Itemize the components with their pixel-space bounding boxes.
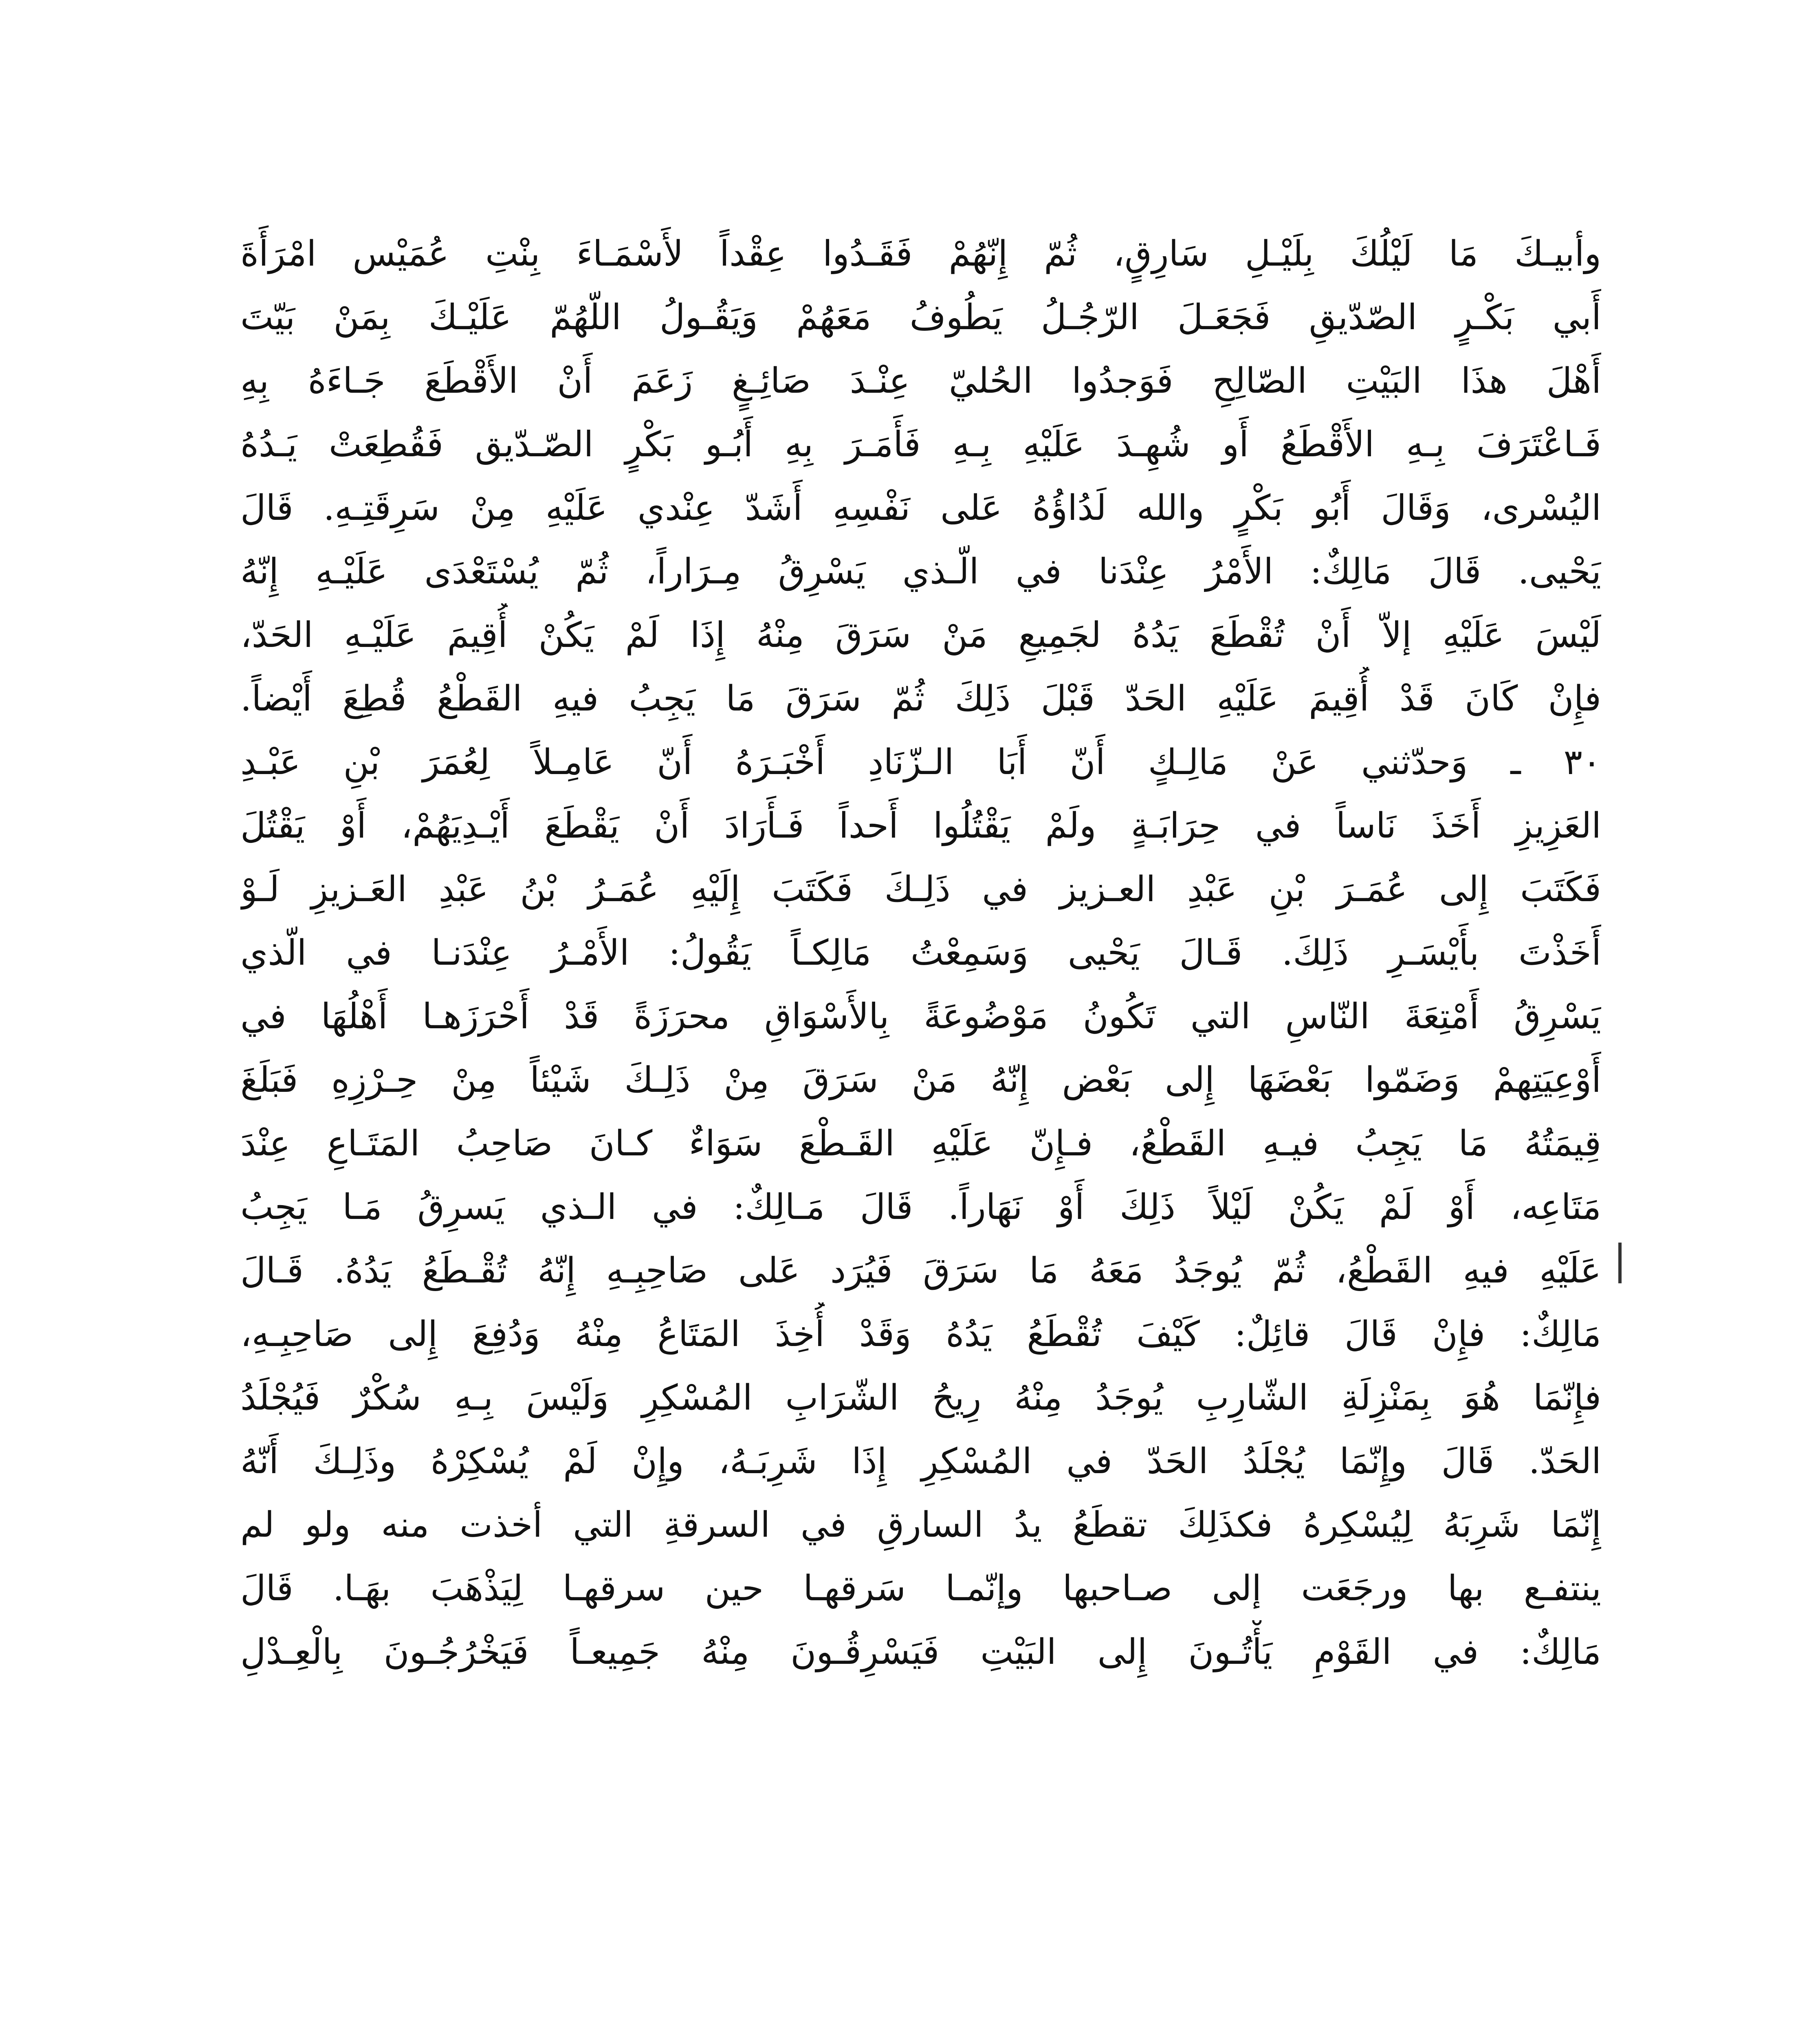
text-line: اليُسْرى، وَقَالَ أَبُو بَكْرٍ والله لَدُاؤُهُ عَلى نَفْسِهِ أَشَدّ عِنْدي عَلَيْهِ مِنْ سَرِقَتِـهِ. قَالَ xyxy=(240,488,1601,528)
text-line: مَتَاعِه، أَوْ لَمْ يَكُنْ لَيْلاً ذَلِكَ أَوْ نَهَاراً. قَالَ مَـالِكٌ: في الـذي يَسرِقُ مَـا يَجِبُ xyxy=(240,1187,1601,1227)
text-line: فإِنّمَا هُوَ بِمَنْزِلَةِ الشّارِبِ يُوجَدُ مِنْهُ رِيحُ الشّرَابِ المُسْكِرِ وَلَيْسَ بِـهِ سُكْرٌ فَيُجْلَدُ xyxy=(240,1377,1601,1418)
text-line: لَيْسَ عَلَيْهِ إلاّ أَنْ تُقْطَعَ يَدُهُ لجَمِيعِ مَنْ سَرَقَ مِنْهُ إِذَا لَمْ يَكُنْ أُقِيمَ عَلَيْـهِ الحَدّ، xyxy=(240,615,1601,656)
text-line: أَوْعِيَتِهمْ وَضَمّوا بَعْضَهَا إِلى بَعْض إِنّهُ مَنْ سَرَقَ مِنْ ذَلِـكَ شَيْئاً مِنْ حِـرْزِهِ فَبَلَغَ xyxy=(240,1060,1601,1100)
text-line: عَلَيْهِ فيهِ القَطْعُ، ثُمّ يُوجَدُ مَعَهُ مَا سَرَقَ فَيُرَد عَلى صَاحِبِـهِ إِنّهُ تُقْـطَعُ يَدُهُ. قَـالَ xyxy=(240,1250,1601,1291)
text-line: يَسْرِقُ أَمْتِعَةَ النّاسِ التي تَكُونُ مَوْضُوعَةً بِالأَسْوَاقِ محرَزَةً قَدْ أَحْرَزَهـا أَهْلُهَا في xyxy=(240,996,1601,1037)
text-line: مَالِكٌ: فإِنْ قَالَ قائِلٌ: كَيْفَ تُقْطَعُ يَدُهُ وَقَدْ أُخِذَ المَتَاعُ مِنْهُ وَدُفِعَ إِلى صَاحِبِـهِ، xyxy=(240,1314,1601,1355)
margin-mark xyxy=(1618,1243,1622,1283)
text-line: فإِنْ كَانَ قَدْ أُقِيمَ عَلَيْهِ الحَدّ قَبْلَ ذَلِكَ ثُمّ سَرَقَ مَا يَجِبُ فيهِ القَطْعُ قُطِعَ أَيْضاً. xyxy=(240,678,1601,719)
text-line: أَهْلَ هذَا البَيْتِ الصّالِحِ فَوَجدُوا الحُليّ عِنْـدَ صَائِـغٍ زَعَمَ أَنْ الأَقْطَعَ جَـاءَهُ بِهِ xyxy=(240,361,1601,401)
text-line: ينتفـع بها ورجَعَت إلى صـاحبها وإنّمـا سَرقهـا حين سرقهـا لِيَذْهَبَ بهَـا. قَالَ xyxy=(240,1568,1601,1609)
text-line: فَكَتَبَ إِلى عُمَـرَ بْنِ عَبْدِ العـزيز في ذَلِـكَ فَكَتَبَ إِلَيْهِ عُمَـرُ بْنُ عَبْدِ العَـزيزِ لَـوْ xyxy=(240,869,1601,910)
text-line: يَحْيى. قَالَ مَالِكٌ: الأَمْرُ عِنْدَنا في الّـذي يَسْرِقُ مِـرَاراً، ثُمّ يُسْتَعْدَى عَلَيْـهِ إِنّهُ xyxy=(240,551,1601,592)
body-text xyxy=(240,222,1601,1684)
text-line: الحَدّ. قَالَ وإِنّمَا يُجْلَدُ الحَدّ في المُسْكِرِ إِذَا شَرِبَـهُ، وإِنْ لَمْ يُسْكِرْهُ وذَلِـكَ أَنّهُ xyxy=(240,1441,1601,1482)
text-line: مَالِكٌ: في القَوْمِ يَأْتُـونَ إِلى البَيْتِ فَيَسْرِقُـونَ مِنْهُ جَمِيعـاً فَيَخْرُجُـونَ بِالْعِـدْلِ xyxy=(240,1632,1601,1672)
text-line: فَـاعْتَرَفَ بِـهِ الأَقْطَعُ أَو شُهِـدَ عَلَيْهِ بِـهِ فَأَمَـرَ بِهِ أَبُـو بَكْرٍ الصّـدّيق فَقُطِعَتْ يَـدُهُ xyxy=(240,424,1601,465)
text-line: أَبي بَكْـرٍ الصّدّيقِ فَجَعَـلَ الرّجُـلُ يَطُوفُ مَعَهُمْ وَيَقُـولُ اللّهُمّ عَلَيْـكَ بِمَنْ بَيّتَ xyxy=(240,297,1601,338)
text-line: إِنّمَا شَرِبَهُ لِيُسْكِرهُ فكذَلِكَ تقطَعُ يدُ السارقِ في السرقةِ التي أخذت منه ولو لم xyxy=(240,1505,1601,1545)
text-line: أَخَذْتَ بأَيْسَـرِ ذَلِكَ. قَـالَ يَحْيى وَسَمِعْتُ مَالِكـاً يَقُولُ: الأَمْـرُ عِنْدَنـا في الّذي xyxy=(240,933,1601,973)
text-line: قِيمَتُهُ مَا يَجِبُ فيـهِ القَطْعُ، فـإِنّ عَلَيْهِ القَـطْعَ سَوَاءٌ كـانَ صَاحِبُ المَتَـاعِ عِنْدَ xyxy=(240,1123,1601,1164)
text-line: العَزِيزِ أَخَذَ نَاساً في حِرَابَـةٍ ولَمْ يَقْتُلُوا أَحداً فَـأَرَادَ أَنْ يَقْطَعَ أَيْـدِيَهُمْ، أَوْ يَقْتُلَ xyxy=(240,805,1601,846)
text-line: ٣٠ ـ وَحدّثني عَنْ مَالِـكٍ أَنّ أَبَا الـزّنَادِ أَخْبَـرَهُ أَنّ عَامِـلاً لِعُمَرَ بْنِ عَبْـدِ xyxy=(240,742,1601,783)
text-line: وأبيـكَ مَا لَيْلُكَ بِلَيْـلِ سَارِقٍ، ثُمّ إِنّهُمْ فَقَـدُوا عِقْداً لأَسْمَـاءَ بِنْتِ عُمَيْس امْرَأَةَ xyxy=(240,233,1601,274)
